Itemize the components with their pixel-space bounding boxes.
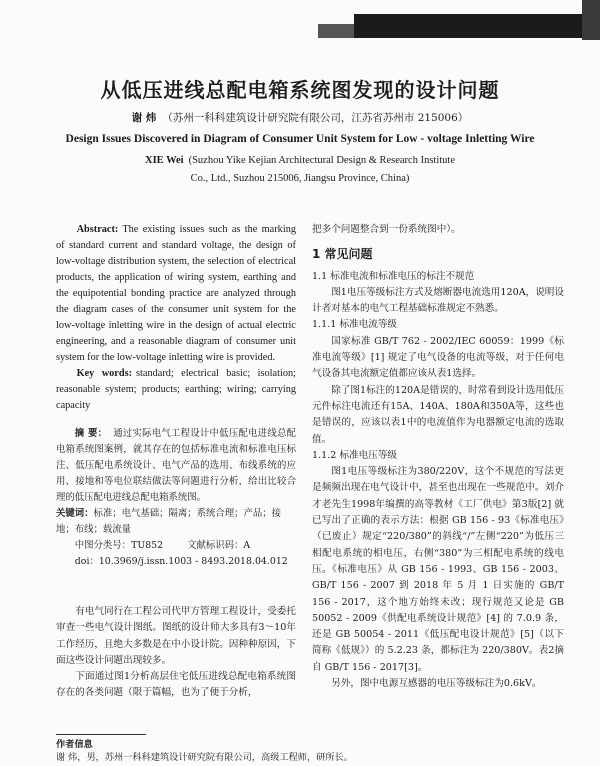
author-name-en: XIE Wei (144, 155, 184, 166)
footnote-rule (56, 734, 146, 735)
doc-code-value: A (243, 540, 251, 551)
abstract-cn-label: 摘 要： (74, 428, 108, 439)
paper-title-en: Design Issues Discovered in Diagram of Consumer Unit System for Low - voltage Inletting Wire (65, 133, 535, 145)
footnote-text: 谢 炜，男，苏州一科科建筑设计研究院有限公司，高级工程师，研所长。 (56, 752, 353, 763)
paragraph-1-1: 图1电压等级标注方式及熔断器电流选用120A，说明设计者对基本的电气工程基础标准规定不熟悉。 (312, 286, 564, 315)
abstract-cn-text: 通过实际电气工程设计中低压配电进线总配电箱系统图案例，就其存在的包括标准电流和标准电压标注、低压配电系统设计、电气产品的选用、布线系统的应用、接地和等电位联结做法等问题进行分析，给出比较合理的低压配电进线总配电箱系统图。 (56, 428, 296, 503)
author-affiliation-en-2: Co., Ltd., Suzhou 215006, Jiangsu Province, China) (190, 173, 410, 184)
doc-code-label: 文献标识码： (187, 540, 244, 551)
author-affiliation-cn: （苏州一科科建筑设计研究院有限公司，江苏省苏州市 215006） (162, 112, 469, 124)
intro-paragraph-2: 下面通过图1分析高层住宅低压进线总配电箱系统图存在的各类问题（限于篇幅，也为了便于分析， (56, 671, 296, 699)
right-column (312, 222, 564, 692)
clc-label: 中图分类号： (74, 540, 132, 551)
keywords-cn (56, 506, 296, 538)
black-bar (582, 0, 600, 40)
left-column (56, 222, 296, 702)
footnote-label: 作者信息 (56, 739, 93, 750)
keywords-cn-text: 标准；电气基础；隔离；系统合理；产品；接地；布线；载流量 (56, 508, 282, 535)
abstract-en-text: The existing issues such as the marking of standard current and standard voltage, the design of low-voltage distribution system, the selection of electrical products, the application of wiring system, earthing and the equipotential bonding practice are analyzed through the diagram cases of the consumer unit system for the low-voltage inletting wire in the design of actual electric engineering, and a reasonable diagram of consumer unit system for the low-voltage inletting wire is provided. (56, 224, 296, 363)
abstract-en-label: Abstract: (76, 224, 119, 235)
continued-paragraph: 把多个问题整合到一份系统图中）。 (312, 224, 461, 235)
corner-scan-mark (310, 0, 600, 40)
author-name-cn: 谢 炜 (131, 112, 157, 124)
abstract-cn (56, 426, 296, 506)
paragraph-1-1-1-b: 除了图1标注的120A是错误的，时常看到设计选用低压元件标注电流还有15A、140A、180A和350A等，这些也是错误的，应该以表1中的电流值作为电器额定电流的选取值。 (312, 384, 564, 445)
section-heading-1: 1 常见问题 (312, 247, 373, 262)
subsection-heading-1-1: 1.1 标准电流和标准电压的标注不规范 (312, 270, 475, 282)
doi-value: 10.3969/j.issn.1003 - 8493.2018.04.012 (98, 556, 288, 567)
author-line-en (0, 152, 600, 188)
classification-line (56, 538, 296, 554)
intro-paragraph-1: 有电气同行在工程公司代甲方管理工程设计，受委托审查一些电气设计图纸。图纸的设计师大多具有3～10年工作经历，且绝大多数是在中小设计院。因种种原因，下面这些设计问题出现较多。 (56, 606, 296, 666)
keywords-en-text: standard; electrical basic; isolation; reasonable system; products; earthing; wiring; carrying capacity (56, 368, 296, 411)
paragraph-1-1-2-b: 另外，图中电源互感器的电压等级标注为0.6kV。 (331, 678, 542, 690)
author-affiliation-en-1: (Suzhou Yike Kejian Architectural Design & Research Institute (188, 155, 456, 166)
keywords-en-label: Key words: (76, 368, 133, 379)
subsection-heading-1-1-2: 1.1.2 标准电压等级 (312, 449, 398, 461)
paragraph-1-1-2: 图1电压等级标注为380/220V，这个不规范的写法更是频频出现在电气设计中，甚至也出现在一些规范中。刘介才老先生1998年编撰的高等教材《工厂供电》第3版[2] 就已写出了正确的表示方法：根据 GB 156 - 93《标准电压》（已废止）规定“220/380”的斜线“/”左侧“220”为低压三相配电系统的相电压，右侧“380”为三相配电系统的线电压。《标准电压》从 GB 156 - 1993、GB 156 - 2003、GB/T 156 - 2007 到 2018 年 5 月 1 日实施的 GB/T 156 - 2017，这个地方始终未改；现行规范又论是 GB 50052 - 2009《供配电系统设计规范》[4] 的 7.0.9 条，还是 GB 50054 - 2011《低压配电设计规范》[5]（以下简称《低规》）的 5.2.23 条，都标注为 220/380V。表2摘自 GB/T 156 - 2017[3]。 (312, 466, 564, 673)
author-line-cn (0, 110, 600, 125)
black-bar (318, 24, 354, 38)
keywords-cn-label: 关键词： (56, 508, 94, 519)
doi-label: doi： (74, 556, 99, 567)
paper-title: 从低压进线总配电箱系统图发现的设计问题 (100, 78, 500, 102)
clc-value: TU852 (131, 540, 164, 551)
subsection-heading-1-1-1: 1.1.1 标准电流等级 (312, 319, 398, 331)
black-bar (354, 14, 582, 38)
paragraph-1-1-1-a: 国家标准 GB/T 762 - 2002/IEC 60059：1999《标准电流等级》[1] 规定了电气设备的电流等级，对于任何电气设备其电流额定值都应该从表1选择。 (312, 335, 564, 380)
author-footnote (56, 738, 576, 764)
doi-line (56, 554, 296, 570)
keywords-en (56, 366, 296, 414)
abstract-en (56, 222, 296, 366)
